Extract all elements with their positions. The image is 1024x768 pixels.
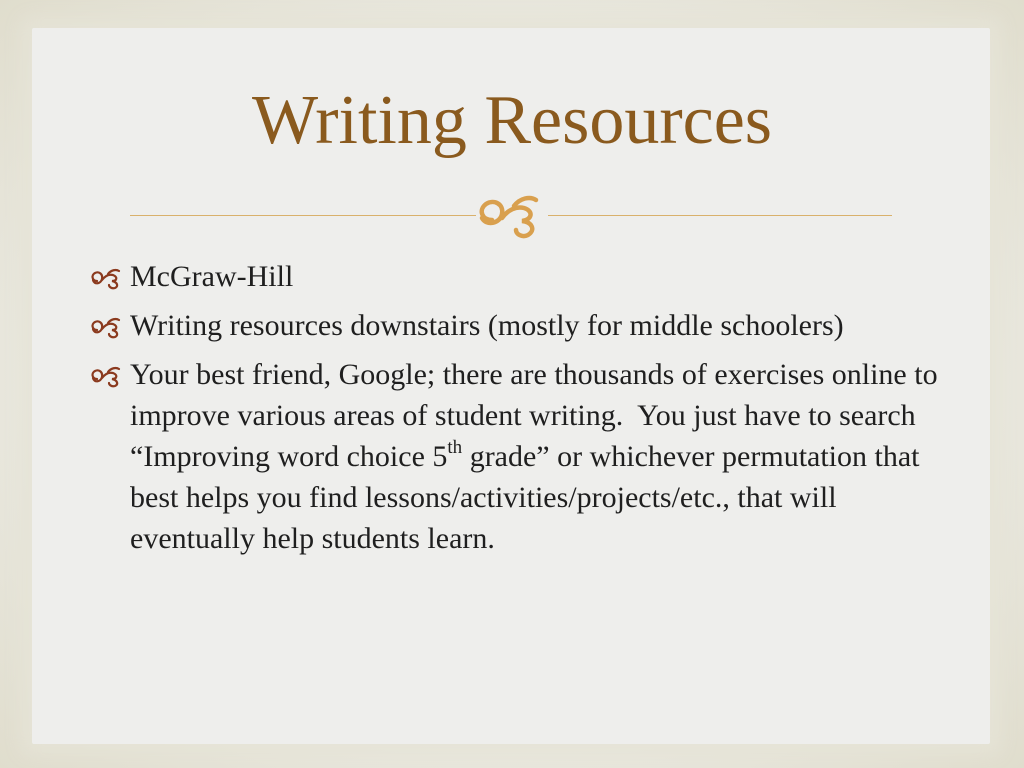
bullet-text <box>130 358 945 555</box>
list-item <box>88 305 948 346</box>
flourish-bullet-icon <box>88 266 124 290</box>
divider-line-left <box>130 215 476 216</box>
title-divider <box>130 190 892 240</box>
list-item <box>88 256 948 297</box>
flourish-ornament-icon <box>472 190 552 240</box>
bullet-list <box>88 256 948 567</box>
flourish-bullet-icon <box>88 315 124 339</box>
flourish-bullet-icon <box>88 364 124 388</box>
divider-line-right <box>548 215 892 216</box>
slide-title: Writing Resources <box>251 82 773 159</box>
bullet-text: Writing resources downstairs (mostly for middle schoolers) <box>130 309 844 342</box>
list-item <box>88 354 948 559</box>
bullet-text: McGraw-Hill <box>130 260 294 293</box>
bullet-text-part: Your best friend, Google; there are thousands of exercises online to improve various areas of student writing. You just have to search “Improving word choice 5 <box>130 358 946 473</box>
ordinal-superscript: th <box>447 437 463 458</box>
bullet-text-part: grade” or whichever permutation that best helps you find lessons/activities/projects/etc., that will eventually help students learn. <box>130 440 927 555</box>
